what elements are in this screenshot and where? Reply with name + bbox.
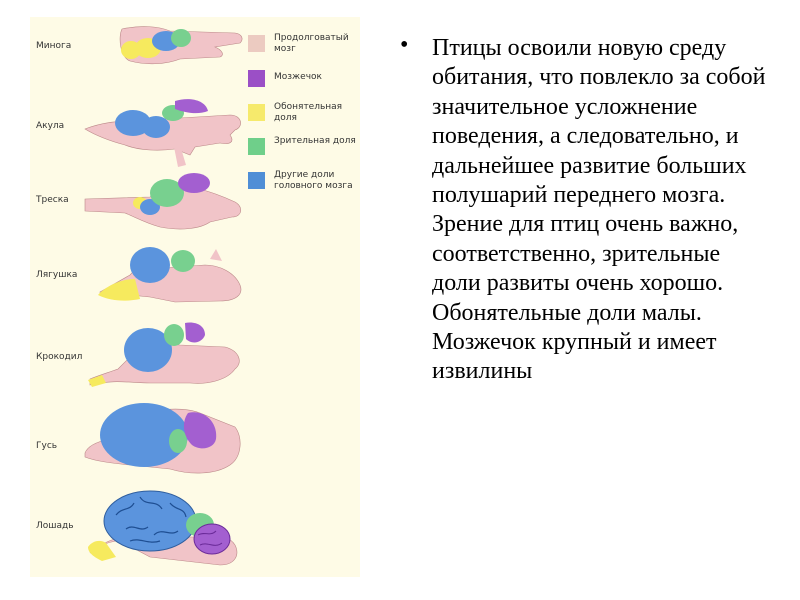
label-goose: Гусь bbox=[36, 441, 58, 451]
legend-swatch bbox=[248, 172, 265, 189]
brain-goose bbox=[85, 403, 240, 473]
brain-cod bbox=[85, 173, 241, 229]
bullet-point: • bbox=[400, 32, 409, 58]
brain-frog bbox=[98, 247, 241, 302]
main-paragraph: Птицы освоили новую среду обитания, что повлекло за собой значительное усложнение поведения, а следовательно, и дальнейшее развитие больших полушарий переднего мозга. Зрение для птиц очень важно, соответственно, зрительные доли развиты очень хорошо. Обонятельные доли малы. Мозжечок крупный и имеет извилины bbox=[432, 35, 766, 385]
brain-lamprey bbox=[120, 27, 242, 64]
legend-swatch bbox=[248, 35, 265, 52]
legend-swatch bbox=[248, 138, 265, 155]
brain-shark bbox=[85, 99, 241, 167]
label-crocodile: Крокодил bbox=[36, 352, 83, 362]
legend-label: Обонятельная доля bbox=[274, 102, 343, 123]
label-frog: Лягушка bbox=[36, 270, 78, 280]
brain-crocodile bbox=[88, 323, 239, 388]
label-lamprey: Минога bbox=[36, 41, 72, 51]
legend-label: Другие доли головного мозга bbox=[274, 170, 353, 191]
brain-evolution-figure bbox=[30, 17, 360, 577]
legend-label: Продолговатый мозг bbox=[274, 33, 349, 54]
legend-label: Мозжечок bbox=[274, 72, 322, 82]
legend-label: Зрительная доля bbox=[274, 136, 356, 146]
label-horse: Лошадь bbox=[36, 521, 74, 531]
legend-swatch bbox=[248, 104, 265, 121]
legend-swatch bbox=[248, 70, 265, 87]
label-cod: Треска bbox=[36, 195, 69, 205]
brain-horse bbox=[88, 491, 237, 565]
brain-illustrations bbox=[30, 17, 245, 577]
label-shark: Акула bbox=[36, 121, 65, 131]
